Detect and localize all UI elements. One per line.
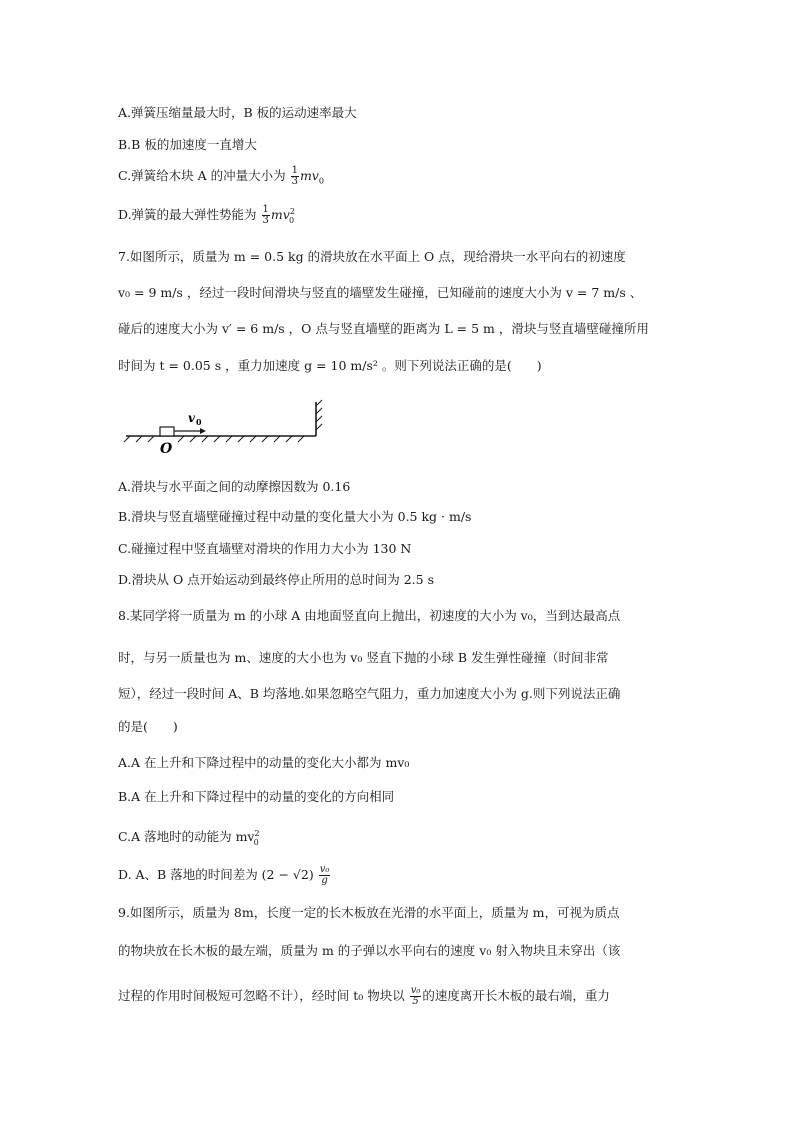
origin-label: O [160,441,173,457]
q6-option-d-expr: mv [270,207,290,223]
wall-hatching [316,400,322,430]
q7-option-d: D.滑块从 O 点开始运动到最终停止所用的总时间为 2.5 s [118,572,434,587]
q7-option-b: B.滑块与竖直墙壁碰撞过程中动量的变化量大小为 0.5 kg · m/s [118,509,472,524]
q9-stem-line3-text: 过程的作用时间极短可忽略不计），经时间 t₀ 物块以 [118,988,405,1003]
q7-figure [120,398,330,460]
q6-option-d: D.弹簧的最大弹性势能为 $\frac{1}{3}$ $mv^2_0$ [118,204,295,227]
arrow-head-icon [200,428,206,434]
q6-option-c-expr: mv [299,168,319,183]
q8-option-c: C.A 落地时的动能为 $mv^2_0$ [118,829,260,847]
fraction: $\frac{\text{v₀}}{5}$ [410,985,421,1007]
q6-option-b: B.B 板的加速度一直增大 [118,137,257,152]
q9-stem-line2: 的物块放在长木板的最左端，质量为 m 的子弹以水平向右的速度 v₀ 射入物块且未穿出（该 [118,943,621,958]
q9-stem-line3-tail: 的速度离开长木板的最右端，重力 [422,988,610,1003]
q7-stem-line1: 7.如图所示，质量为 m = 0.5 kg 的滑块放在水平面上 O 点，现给滑块一水平向右的初速度 [118,249,626,264]
q8-option-c-text: C.A 落地时的动能为 mv [118,829,255,845]
q8-option-d-text: D. A、B 落地的时间差为 (2 − √2) [118,867,314,882]
slider-block [160,427,174,436]
q9-stem-line1: 9.如图所示，质量为 8m，长度一定的长木板放在光滑的水平面上，质量为 m，可视为质点 [118,905,620,920]
q7-stem-line2: v₀ = 9 m/s ，经过一段时间滑块与竖直的墙壁发生碰撞，已知碰前的速度大小为 v = 7 m/s 、 [118,285,643,300]
q8-stem-line4: 的是( ) [118,719,178,734]
q6-option-d-text: D.弹簧的最大弹性势能为 [118,207,257,223]
q7-stem-line4: 时间为 t = 0.05 s ，重力加速度 g = 10 m/s² 。则下列说法正确的是( ) [118,358,542,373]
q8-stem-line3: 短），经过一段时间 A、B 均落地.如果忽略空气阻力，重力加速度大小为 g.则下列说法正确 [118,686,621,701]
fraction: $\frac{\text{v₀}}{g}$ [319,864,330,886]
q8-stem-line1: 8.某同学将一质量为 m 的小球 A 由地面竖直向上抛出，初速度的大小为 v₀，当到达最高点 [118,608,621,623]
q6-option-a: A.弹簧压缩量最大时，B 板的运动速率最大 [118,105,357,120]
ground-hatching [124,436,304,442]
q6-option-c-text: C.弹簧给木块 A 的冲量大小为 [118,168,286,183]
q9-stem-line3 [118,986,610,1007]
fraction: $\frac{1}{3}$ [262,204,269,227]
q8-option-b: B.A 在上升和下降过程中的动量的变化的方向相同 [118,789,395,804]
q7-option-c: C.碰撞过程中竖直墙壁对滑块的作用力大小为 130 N [118,541,412,556]
velocity-subscript: 0 [196,417,202,427]
q8-option-a: A.A 在上升和下降过程中的动量的变化大小都为 mv₀ [118,755,410,770]
q7-stem-line3: 碰后的速度大小为 v′ = 6 m/s ，O 点与竖直墙壁的距离为 L = 5 m ，滑块与竖直墙壁碰撞所用 [118,321,649,336]
q8-option-d [118,865,331,886]
q7-option-a: A.滑块与水平面之间的动摩擦因数为 0.16 [118,479,351,494]
q8-stem-line2: 时，与另一质量也为 m、速度的大小也为 v₀ 竖直下抛的小球 B 发生弹性碰撞（时间非常 [118,650,609,665]
fraction: $\frac{1}{3}$ [291,165,298,187]
q6-option-c: C.弹簧给木块 A 的冲量大小为 $\frac{1}{3}$ $mv_0$ [118,165,324,187]
velocity-label: v [188,411,195,425]
